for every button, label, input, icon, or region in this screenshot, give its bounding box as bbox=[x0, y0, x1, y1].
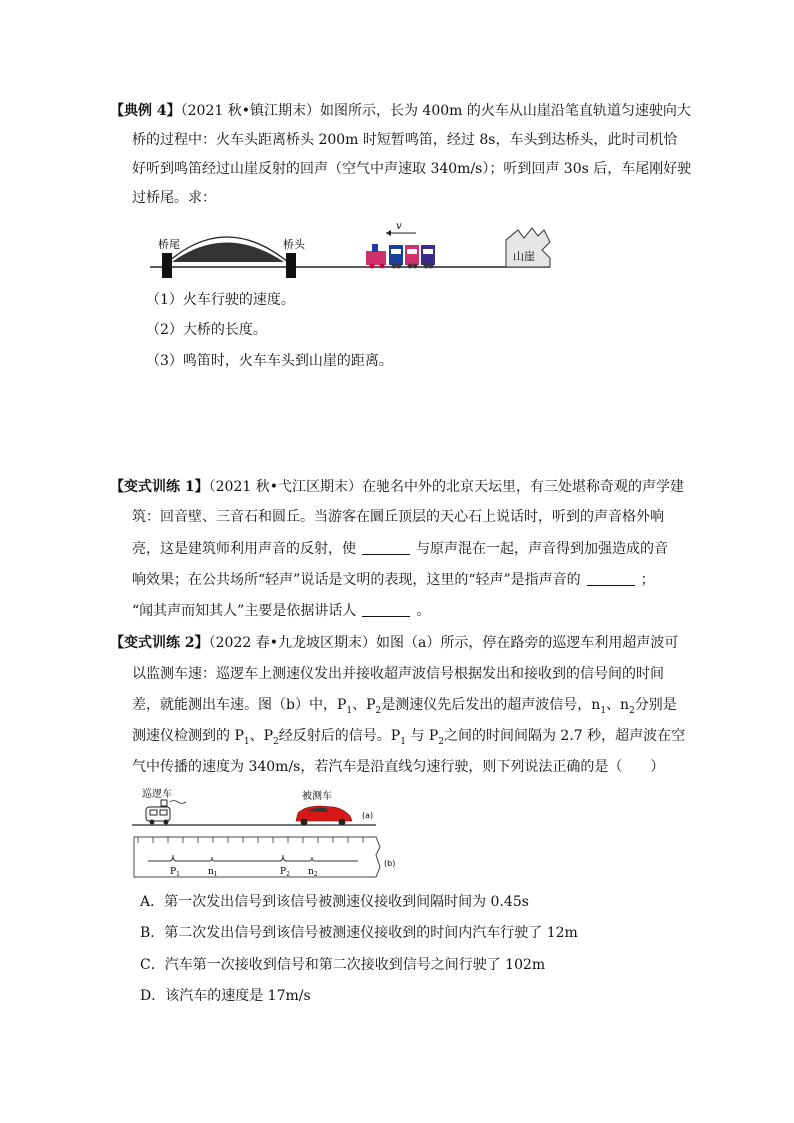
var1-text1: 在驰名中外的北京天坛里，有三处堪称奇观的声学建 bbox=[361, 479, 684, 495]
label-a: (a) bbox=[362, 811, 374, 820]
velocity-label: v bbox=[396, 221, 402, 232]
velocity-arrowhead bbox=[386, 230, 391, 236]
train-icon bbox=[366, 244, 435, 269]
var1-line4a: 响效果；在公共场所“轻声”说话是文明的表现，这里的“轻声”是指声音的 bbox=[132, 572, 581, 588]
var1-line4 bbox=[132, 570, 655, 590]
var2-source: （2022 春•九龙坡区期末） bbox=[208, 635, 376, 651]
bridge-head-pier bbox=[286, 253, 296, 278]
var2-line3: 差，就能测出车速。图（b）中，$P_1$、$P_2$是测速仪先后发出的超声波信号，$n_1$、$n_2$分别是 bbox=[132, 697, 677, 716]
var2-line5: 气中传播的速度为 340m/s，若汽车是沿直线匀速行驶，则下列说法正确的是（ ） bbox=[132, 759, 665, 775]
var2-line1 bbox=[110, 633, 678, 653]
patrol-car-label: 巡逻车 bbox=[142, 789, 172, 800]
p1-label: $P_1$ bbox=[170, 867, 180, 878]
ex4-source: （2021 秋•镇江期末） bbox=[180, 103, 320, 119]
var1-line5a: “闻其声而知其人”主要是依据讲话人 bbox=[132, 603, 357, 619]
option-b[interactable]: B．第二次发出信号到该信号被测速仪接收到的时间内汽车行驶了 12m bbox=[140, 925, 578, 941]
var2-tag: 【变式训练 2】 bbox=[110, 635, 209, 651]
ex4-question-2: （2）大桥的长度。 bbox=[146, 322, 267, 338]
target-car-icon bbox=[296, 806, 352, 826]
ex4-line3: 好听到鸣笛经过山崖反射的回声（空气中声速取 340m/s）；听到回声 30s 后，车尾刚好驶 bbox=[132, 161, 692, 177]
p2-label: $P_2$ bbox=[280, 867, 290, 878]
var1-line5 bbox=[132, 601, 430, 621]
ex4-line2: 桥的过程中：火车头距离桥头 200m 时短暂鸣笛，经过 8s，车头到达桥头，此时司机恰 bbox=[132, 132, 678, 148]
bridge-tail-label: 桥尾 bbox=[158, 238, 180, 251]
answer-blank-1[interactable] bbox=[362, 540, 410, 555]
var1-line4b: ； bbox=[640, 572, 655, 588]
n2-label: $n_2$ bbox=[308, 867, 318, 878]
answer-blank-3[interactable] bbox=[362, 602, 410, 617]
cliff-label: 山崖 bbox=[513, 250, 535, 263]
speed-radar-figure bbox=[130, 785, 400, 885]
var2-line2: 以监测车速：巡逻车上测速仪发出并接收超声波信号根据发出和接收到的信号间的时间 bbox=[132, 666, 664, 682]
patrol-car-icon bbox=[146, 800, 170, 825]
label-b: (b) bbox=[384, 859, 396, 868]
ex4-question-3: （3）鸣笛时，火车车头到山崖的距离。 bbox=[146, 353, 393, 369]
var1-line2: 筑：回音壁、三音石和圆丘。当游客在圜丘顶层的天心石上说话时，听到的声音格外响 bbox=[132, 509, 664, 525]
ex4-text1: 如图所示，长为 400m 的火车从山崖沿笔直轨道匀速驶向大 bbox=[319, 103, 691, 119]
var1-line5b: 。 bbox=[416, 603, 431, 619]
bridge-head-label: 桥头 bbox=[283, 238, 305, 251]
ex4-tag: 【典例 4】 bbox=[110, 103, 181, 119]
var1-line3 bbox=[132, 539, 668, 559]
var1-tag: 【变式训练 1】 bbox=[110, 479, 209, 495]
ex4-question-1: （1）火车行驶的速度。 bbox=[146, 292, 295, 308]
var2-line4: 测速仪检测到的 $P_1$、$P_2$经反射后的信号。$P_1$ 与 $P_2$之间的时间间隔为 2.7 秒，超声波在空 bbox=[132, 728, 686, 747]
bridge-train-figure bbox=[146, 218, 556, 278]
bridge-fill bbox=[172, 243, 284, 263]
bridge-tail-pier bbox=[162, 253, 172, 278]
var2-text1: 如图（a）所示，停在路旁的巡逻车利用超声波可 bbox=[375, 635, 679, 651]
target-car-label: 被测车 bbox=[302, 791, 332, 802]
option-a[interactable]: A．第一次发出信号到该信号被测速仪接收到间隔时间为 0.45s bbox=[140, 894, 529, 910]
var1-line1 bbox=[110, 477, 684, 497]
ex4-line4: 过桥尾。求： bbox=[132, 190, 216, 206]
answer-blank-2[interactable] bbox=[587, 571, 635, 586]
option-d[interactable]: D．该汽车的速度是 17m/s bbox=[140, 988, 311, 1004]
var1-source: （2021 秋•弋江区期末） bbox=[208, 479, 362, 495]
option-c[interactable]: C．汽车第一次接收到信号和第二次接收到信号之间行驶了 102m bbox=[140, 957, 546, 973]
n1-label: $n_1$ bbox=[208, 867, 218, 878]
ultrasonic-wave-icon bbox=[170, 801, 186, 804]
var1-line3a: 亮，这是建筑师利用声音的反射，使 bbox=[132, 541, 356, 557]
ex4-line1 bbox=[110, 101, 691, 121]
var1-line3b: 与原声混在一起，声音得到加强造成的音 bbox=[416, 541, 668, 557]
